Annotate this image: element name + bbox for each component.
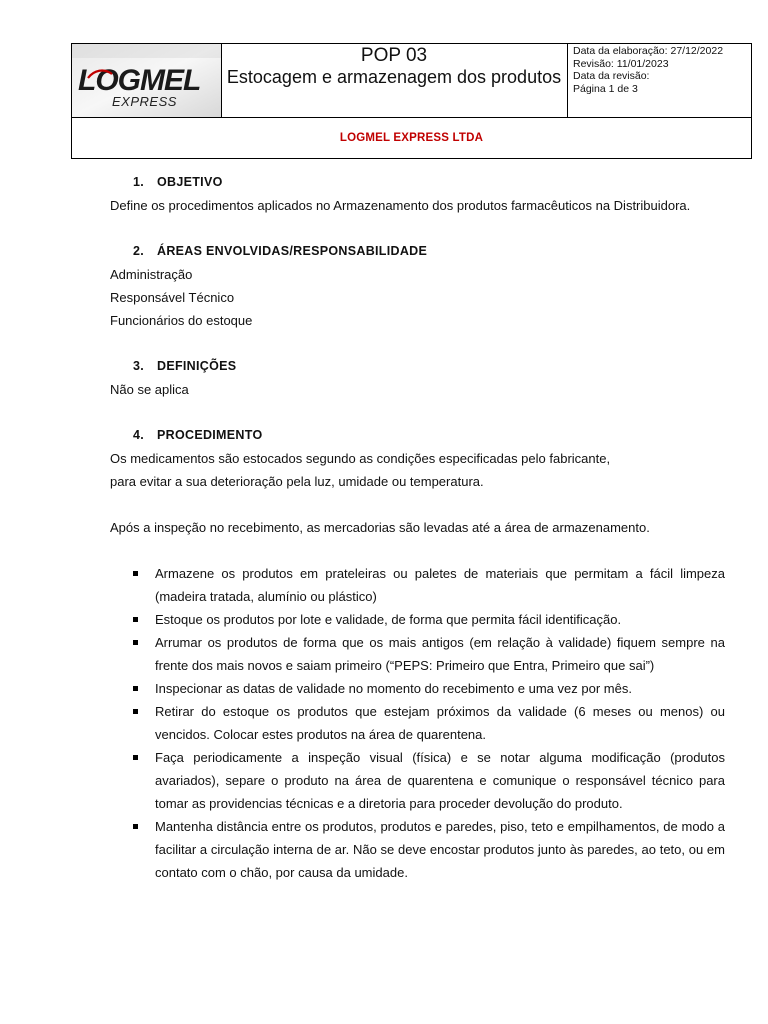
procedimento-bullet-list [110, 562, 725, 884]
area-item: Administração [110, 267, 193, 282]
area-item: Responsável Técnico [110, 290, 235, 305]
section-title: ÁREAS ENVOLVIDAS/RESPONSABILIDADE [157, 244, 428, 258]
definicoes-text: Não se aplica [110, 382, 189, 397]
section-heading-areas [110, 240, 725, 263]
meta-page-number: Página 1 de 3 [573, 82, 638, 95]
section-heading-definicoes [110, 355, 725, 378]
section-heading-objetivo [110, 171, 725, 194]
logo-graphic [72, 44, 221, 117]
list-item: Armazene os produtos em prateleiras ou paletes de materiais que permitam a fácil limpeza (madeira tratada, alumínio ou plástico) [155, 562, 725, 608]
procedimento-line: para evitar a sua deterioração pela luz, umidade ou temperatura. [110, 474, 484, 489]
document-header [71, 43, 752, 159]
area-item: Funcionários do estoque [110, 313, 253, 328]
header-top-row [72, 44, 751, 118]
meta-revision-date: Data da revisão: [573, 70, 650, 82]
title-block [221, 44, 568, 117]
section-number: 2. [133, 244, 145, 258]
section-heading-procedimento [110, 424, 725, 447]
list-item: Faça periodicamente a inspeção visual (física) e se notar alguma modificação (produtos avariados), separe o produto na área de quarentena e comunique o responsável técnico para tomar as providencias técnicas e a diretoria para proceder devolução do produto. [155, 746, 725, 815]
meta-revision: Revisão: 11/01/2023 [573, 57, 669, 70]
document-code: POP 03 [360, 45, 428, 66]
document-title: Estocagem e armazenagem dos produtos [226, 67, 562, 87]
meta-elaboration-date: Data da elaboração: 27/12/2022 [573, 45, 724, 57]
list-item: Retirar do estoque os produtos que estejam próximos da validade (6 meses ou menos) ou vencidos. Colocar estes produtos na área de quarentena. [155, 700, 725, 746]
section-title: OBJETIVO [157, 175, 223, 189]
list-item: Arrumar os produtos de forma que os mais antigos (em relação à validade) fiquem sempre na frente dos mais novos e saiam primeiro (“PEPS: Primeiro que Entra, Primeiro que sai”) [155, 631, 725, 677]
section-title: PROCEDIMENTO [157, 428, 263, 442]
company-name: LOGMEL EXPRESS LTDA [339, 132, 484, 144]
section-number: 4. [133, 428, 145, 442]
section-title: DEFINIÇÕES [157, 359, 237, 373]
list-item: Estoque os produtos por lote e validade, de forma que permita fácil identificação. [155, 608, 725, 631]
list-item: Inspecionar as datas de validade no momento do recebimento e uma vez por mês. [155, 677, 725, 700]
logo-wordmark: LOGMEL [78, 64, 201, 97]
document-body [110, 171, 725, 884]
company-logo [72, 44, 222, 117]
list-item: Mantenha distância entre os produtos, produtos e paredes, piso, teto e empilhamentos, de modo a facilitar a circulação interna de ar. Não se deve encostar produtos junto às paredes, ao teto, ou em contato com o chão, por causa da umidade. [155, 815, 725, 884]
section-number: 3. [133, 359, 145, 373]
section-number: 1. [133, 175, 145, 189]
document-meta [567, 44, 752, 117]
procedimento-line: Os medicamentos são estocados segundo as condições especificadas pelo fabricante, [110, 451, 611, 466]
objetivo-text: Define os procedimentos aplicados no Armazenamento dos produtos farmacêuticos na Distribuidora. [110, 198, 691, 213]
logo-subtitle: EXPRESS [112, 94, 177, 109]
procedimento-paragraph: Após a inspeção no recebimento, as mercadorias são levadas até a área de armazenamento. [110, 520, 650, 535]
